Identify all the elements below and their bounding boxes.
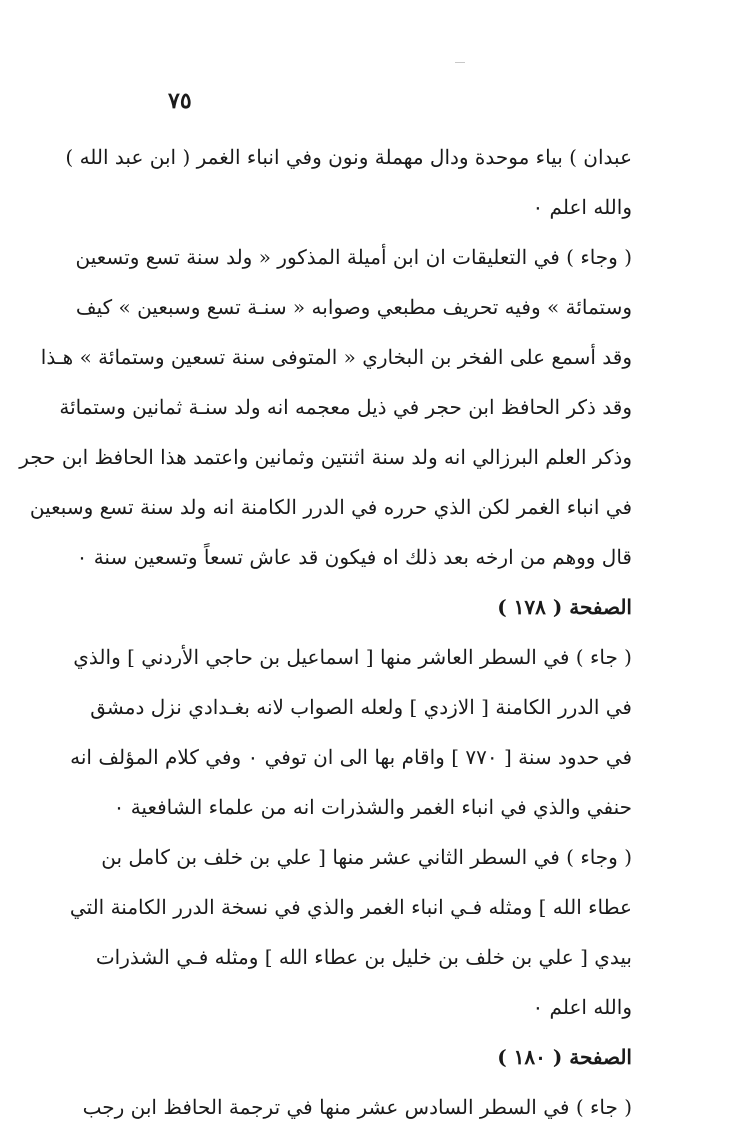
text-line: والله اعلم ٠ — [532, 995, 632, 1019]
text-line: وستمائة » وفيه تحريف مطبعي وصوابه « سنـة تسع وسبعين » كيف — [75, 295, 632, 319]
text-line: عطاء الله ] ومثله فـي انباء الغمر والذي في نسخة الدرر الكامنة التي — [69, 895, 632, 919]
text-line: وقد أسمع على الفخر بن البخاري « المتوفى سنة تسعين وستمائة » هـذا — [40, 345, 632, 369]
text-line: وذكر العلم البرزالي انه ولد سنة اثنتين وثمانين واعتمد هذا الحافظ ابن حجر — [19, 445, 632, 469]
text-line: حنفي والذي في انباء الغمر والشذرات انه من علماء الشافعية ٠ — [113, 795, 632, 819]
text-line: عبدان ) بياء موحدة ودال مهملة ونون وفي انباء الغمر ( ابن عبد الله ) — [65, 145, 632, 169]
text-line: قال ووهم من ارخه بعد ذلك اه فيكون قد عاش تسعاً وتسعين سنة ٠ — [76, 545, 632, 569]
text-line: والله اعلم ٠ — [532, 195, 632, 219]
page-number: ٧٥ — [168, 88, 192, 114]
text-line: في انباء الغمر لكن الذي حرره في الدرر الكامنة انه ولد سنة تسع وسبعين — [29, 495, 632, 519]
text-line: ( جاء ) في السطر العاشر منها [ اسماعيل بن حاجي الأردني ] والذي — [73, 645, 632, 669]
text-line: في حدود سنة [ ٧٧٠ ] واقام بها الى ان توفي ٠ وفي كلام المؤلف انه — [70, 745, 632, 769]
text-line: وقد ذكر الحافظ ابن حجر في ذيل معجمه انه ولد سنـة ثمانين وستمائة — [59, 395, 632, 419]
text-line: في الدرر الكامنة [ الازدي ] ولعله الصواب لانه بغـدادي نزل دمشق — [90, 695, 632, 719]
text-line: ( جاء ) في السطر السادس عشر منها في ترجمة الحافظ ابن رجب — [82, 1095, 632, 1119]
section-heading-178: الصفحة ( ١٧٨ ) — [497, 595, 632, 619]
text-line: بيدي [ علي بن خلف بن خليل بن عطاء الله ] ومثله فـي الشذرات — [95, 945, 632, 969]
text-section-1 — [19, 132, 632, 1132]
text-line: ( وجاء ) في التعليقات ان ابن أميلة المذكور « ولد سنة تسع وتسعين — [75, 245, 632, 269]
scan-speck — [455, 62, 465, 63]
section-heading-180: الصفحة ( ١٨٠ ) — [497, 1045, 632, 1069]
text-line: ( وجاء ) في السطر الثاني عشر منها [ علي بن خلف بن كامل بن — [101, 845, 632, 869]
